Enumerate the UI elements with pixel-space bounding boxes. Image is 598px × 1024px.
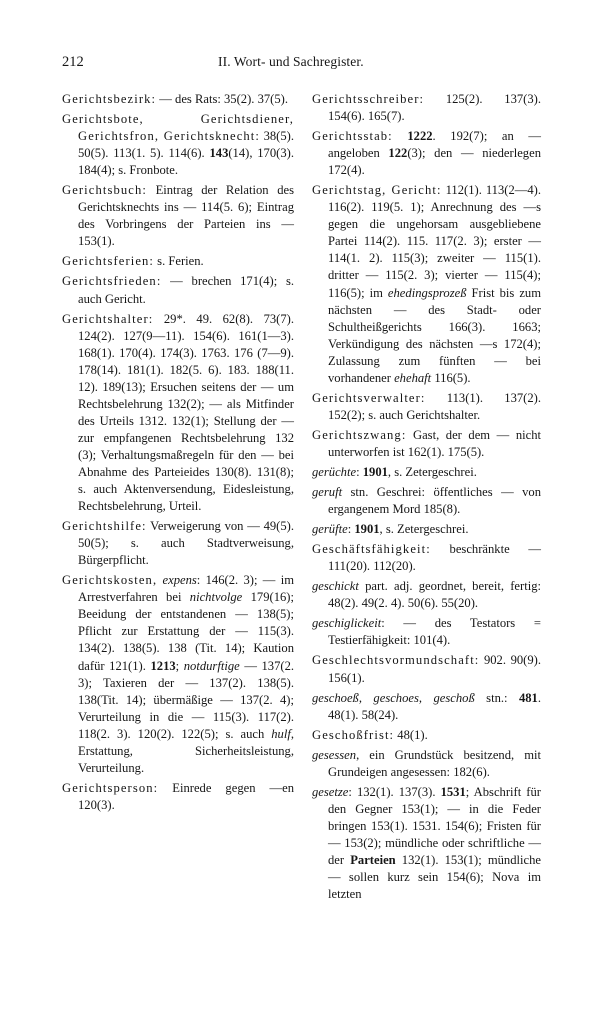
- index-entry: [312, 521, 541, 538]
- entry-italic-term: ehedingsprozeß: [387, 285, 467, 300]
- entry-headword: Gerichtsverwalter:: [312, 390, 426, 405]
- entry-text: Gast, der dem — nicht unterworfen ist 162(1). 175(5).: [328, 427, 541, 459]
- entry-italic-term: gesetze: [312, 784, 349, 799]
- entry-text: 179(16); Beeidung der entstandenen — 138(5); Pflicht zur Erstattung der — 115(3). 134(2). 138(5). 138 (Tit. 14); Kaution dafür 121(1).: [78, 590, 294, 673]
- entry-headword: Gerichtstag, Gericht:: [312, 183, 442, 198]
- entry-text: stn.:: [474, 690, 519, 705]
- entry-text: — 137(2. 3); Taxieren der — 137(2). 138(5). 138(Tit. 14); übermäßige — 137(2. 4); Verurteilung in die — 115(3). 117(2). 118(2. 3). 120(2). 122(5); s. auch: [78, 658, 295, 741]
- index-entry: [312, 390, 541, 424]
- entry-headword: Gerichtshilfe:: [62, 519, 147, 534]
- entry-bold-reference: 1213: [150, 658, 176, 673]
- index-entry: [312, 484, 541, 518]
- entry-headword: Gerichtsfrieden:: [62, 274, 162, 289]
- entry-headword: Gerichtsferien:: [62, 254, 155, 269]
- entry-bold-reference: 1901: [354, 522, 380, 537]
- entry-text: :: [356, 464, 363, 479]
- entry-text: Eintrag der Relation des Gerichtsknechts ins — 114(5. 6); Eintrag des Vorbringens der Parteien ins — 153(1).: [78, 183, 294, 249]
- entry-text: 38(5). 50(5). 113(1. 5). 114(6).: [78, 129, 294, 161]
- entry-text: stn. Geschrei: öffentliches — von ergangenem Mord 185(8).: [328, 485, 541, 517]
- entry-text: Frist bis zum nächsten — des Stadt- oder Schultheißgerichts 166(3). 1663; Verkündigung des nächsten —s 172(4); Zulassung zum fünften — bei vorhandener: [328, 285, 542, 385]
- entry-headword: Gerichtsbuch:: [62, 183, 147, 198]
- entry-text: ; Abschrift für den Gegner 153(1); — in die Feder bringen 153(1). 1531. 154(6); Fristen für — 153(2); mündliche oder schriftliche — der: [328, 784, 541, 867]
- entry-italic-term: geruft: [312, 485, 343, 500]
- entry-text: , Erstattung, Sicherheitsleistung, Verurteilung.: [78, 726, 294, 775]
- entry-bold-reference: 1901: [362, 464, 388, 479]
- entry-bold-reference: 1222: [407, 129, 433, 144]
- entry-text: — des Rats: 35(2). 37(5).: [156, 92, 289, 106]
- entry-bold-reference: 1531: [440, 784, 466, 799]
- entry-italic-term: geschiglickeit: [312, 616, 382, 631]
- entry-text: 116(5).: [431, 370, 471, 385]
- entry-text: , ein Grundstück besitzend, mit Grundeigen angesessen: 182(6).: [328, 747, 541, 779]
- entry-headword: Geschäftsfähigkeit:: [312, 542, 431, 557]
- entry-text: 29*. 49. 62(8). 73(7). 124(2). 127(9—11). 154(6). 161(1—3). 168(1). 170(4). 174(3). 1763. 176 (7—9). 178(14). 181(1). 182(5. 6). 183. 188(11. 12). 189(13); Ersuchen seitens der — um Rechtsbelehrung 132(2); — als Mitfinder des Urteils 1312. 132(1); Stellung der — zur empfangenen Rechtsbelehrung 132 (3); Verhaltungsmaßregeln für den — bei Abnahme des Parteieides 130(8). 131(8); s. auch Aktenversendung, Eidesleistung, Rechtsbelehrung, Urteil.: [78, 311, 294, 514]
- index-entry: [62, 253, 294, 270]
- running-title: II. Wort- und Sachregister.: [218, 54, 364, 69]
- index-entry: [62, 572, 294, 777]
- entry-text: s. Ferien.: [154, 254, 204, 269]
- entry-text: . 192(7); an — angeloben: [328, 129, 541, 161]
- index-entry: [62, 273, 294, 307]
- entry-italic-term: geschickt: [312, 579, 359, 594]
- index-entry: [312, 182, 541, 387]
- index-entry: [312, 464, 541, 481]
- entry-headword: Gerichtsperson:: [62, 780, 159, 795]
- entry-text: beschränkte — 111(20). 112(20).: [328, 542, 541, 574]
- entry-text: 112(1). 113(2—4). 116(2). 119(5. 1); Anrechnung des —s gegen die ungehorsam ausgebliebene Partei 114(2). 115. 117(2. 3); erster — 114(1. 2). 115(3); zweiter — 115(1). dritter — 115(2. 3); vierter — 115(4); 116(5); im: [328, 183, 541, 300]
- entry-text: ;: [175, 658, 184, 673]
- entry-text: : 146(2. 3); — im Arrestverfahren bei: [78, 573, 294, 605]
- page-header: [0, 54, 598, 74]
- entry-italic-term: gesessen: [312, 747, 357, 762]
- index-entry: [312, 128, 541, 179]
- entry-headword: Geschoßfrist:: [312, 727, 395, 742]
- index-entry: [312, 427, 541, 461]
- entry-text: [393, 129, 408, 143]
- index-entry: [62, 518, 294, 569]
- entry-text: 113(1). 137(2). 152(2); s. auch Gerichtshalter.: [328, 390, 541, 422]
- entry-headword: Gerichtsbote, Gerichtsdiener, Gerichtsfron, Gerichtsknecht:: [62, 112, 294, 144]
- entry-italic-term: gerüfte: [312, 522, 348, 537]
- entry-text: : 132(1). 137(3).: [348, 784, 441, 799]
- entry-italic-term: ehehaft: [394, 370, 432, 385]
- right-column: [312, 91, 541, 906]
- entry-text: :: [347, 522, 355, 537]
- left-column: [62, 91, 294, 817]
- page-number: 212: [62, 54, 84, 70]
- entry-italic-term: geschoeß, geschoes, geschoß: [312, 690, 475, 705]
- entry-headword: Gerichtshalter:: [62, 311, 154, 326]
- entry-headword: Gerichtsschreiber:: [312, 92, 425, 106]
- entry-italic-term: hulf: [271, 726, 291, 741]
- index-entry: [312, 652, 541, 686]
- entry-text: part. adj. geordnet, bereit, fertig: 48(2). 49(2. 4). 50(6). 55(20).: [328, 579, 541, 611]
- entry-text: Einrede gegen —en 120(3).: [78, 780, 294, 812]
- index-entry: [312, 91, 541, 125]
- entry-italic-term: nichtvolge: [189, 590, 243, 605]
- entry-bold-reference: 143: [209, 146, 229, 161]
- entry-text: Verweigerung von — 49(5). 50(5); s. auch Stadtverweisung, Bürgerpflicht.: [78, 519, 294, 568]
- entry-bold-reference: Parteien: [350, 852, 396, 867]
- index-entry: [312, 784, 541, 903]
- entry-headword: Geschlechtsvormundschaft:: [312, 653, 480, 668]
- entry-headword: Gerichtszwang:: [312, 427, 407, 442]
- entry-headword: Gerichtskosten,: [62, 573, 158, 588]
- index-entry: [62, 780, 294, 814]
- index-entry: [312, 727, 541, 744]
- entry-text: 902. 90(9). 156(1).: [328, 653, 541, 685]
- index-entry: [312, 615, 541, 649]
- entry-text: (3); den — niederlegen 172(4).: [328, 146, 541, 178]
- index-entry: [62, 111, 294, 179]
- entry-bold-reference: 122: [388, 146, 408, 161]
- entry-text: — brechen 171(4); s. auch Gericht.: [78, 274, 294, 306]
- index-entry: [62, 311, 294, 516]
- entry-text: (14), 170(3). 184(4); s. Fronbote.: [78, 146, 294, 178]
- index-entry: [62, 182, 294, 250]
- index-entry: [312, 690, 541, 724]
- entry-italic-term: notdurftige: [183, 658, 240, 673]
- entry-text: 132(1). 153(1); mündliche — sollen kurz sein 154(6); Nova im letzten: [328, 852, 541, 902]
- index-entry: [312, 541, 541, 575]
- entry-text: : — des Testators = Testierfähigkeit: 101(4).: [328, 616, 541, 648]
- entry-bold-reference: 481: [518, 690, 538, 705]
- index-entry: [312, 747, 541, 781]
- entry-headword: Gerichtsbezirk:: [62, 92, 157, 106]
- entry-text: 48(1).: [394, 727, 428, 742]
- entry-headword: Gerichtsstab:: [312, 129, 393, 144]
- entry-text: 125(2). 137(3). 154(6). 165(7).: [328, 92, 541, 124]
- entry-italic-term: expens: [162, 573, 197, 588]
- index-entry: [62, 91, 294, 108]
- index-entry: [312, 578, 541, 612]
- entry-text: . 48(1). 58(24).: [328, 690, 541, 722]
- entry-text: , s. Zetergeschrei.: [387, 464, 477, 479]
- entry-italic-term: gerüchte: [312, 464, 357, 479]
- entry-text: , s. Zetergeschrei.: [379, 522, 469, 537]
